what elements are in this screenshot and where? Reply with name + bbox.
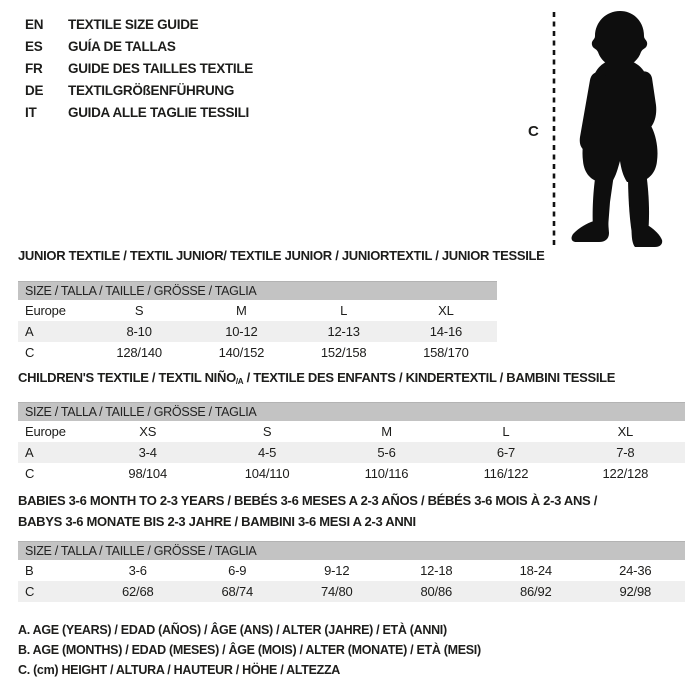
table-row-height-cm (18, 342, 497, 363)
age-cell: 7-8 (616, 445, 635, 460)
babies-size-table (18, 541, 685, 602)
age-cell: 5-6 (377, 445, 396, 460)
language-code: DE (25, 82, 44, 98)
language-title: GUIDE DES TAILLES TEXTILE (68, 60, 254, 76)
age-cell: 3-6 (128, 563, 147, 578)
height-cell: 62/68 (121, 584, 154, 599)
size-cell: L (502, 424, 510, 439)
table-row-age-years (18, 321, 497, 342)
age-cell: 10-12 (225, 324, 258, 339)
age-cell: 9-12 (324, 563, 350, 578)
language-row-en (25, 13, 253, 35)
junior-section-title: JUNIOR TEXTILE / TEXTIL JUNIOR/ TEXTILE JUNIOR / JUNIORTEXTIL / JUNIOR TESSILE (18, 248, 545, 263)
size-cell: L (340, 303, 348, 318)
height-cell: 128/140 (116, 345, 162, 360)
junior-size-table (18, 281, 497, 363)
children-size-table (18, 402, 685, 484)
measure-c-label: C (528, 123, 539, 140)
row-label: C (25, 466, 35, 481)
age-cell: 24-36 (619, 563, 652, 578)
size-cell: S (262, 424, 272, 439)
size-cell: XL (438, 303, 454, 318)
toddler-silhouette (572, 11, 663, 247)
age-cell: 4-5 (258, 445, 277, 460)
table-row-europe (18, 300, 497, 321)
table-row-age-years (18, 442, 685, 463)
language-title: GUÍA DE TALLAS (68, 38, 176, 54)
size-table-header: SIZE / TALLA / TAILLE / GRÖSSE / TAGLIA (18, 281, 497, 300)
row-label: B (25, 563, 34, 578)
age-cell: 6-7 (496, 445, 516, 460)
row-label: A (25, 324, 34, 339)
size-table-header: SIZE / TALLA / TAILLE / GRÖSSE / TAGLIA (18, 402, 685, 421)
legend-line-c: C. (cm) HEIGHT / ALTURA / HAUTEUR / HÖHE / ALTEZZA (18, 663, 341, 677)
measure-legend (18, 620, 481, 680)
language-row-es (25, 35, 253, 57)
language-code: ES (25, 38, 43, 54)
children-title-subscript: /A (235, 377, 244, 386)
row-label: Europe (25, 303, 66, 318)
size-cell: S (134, 303, 144, 318)
language-row-fr (25, 57, 253, 79)
age-cell: 18-24 (519, 563, 552, 578)
height-cell: 104/110 (244, 466, 290, 481)
height-cell: 158/170 (423, 345, 469, 360)
language-code: IT (25, 104, 37, 120)
height-measure-figure (520, 2, 700, 252)
table-row-height-cm (18, 581, 685, 602)
age-cell: 14-16 (429, 324, 462, 339)
language-title: GUIDA ALLE TAGLIE TESSILI (68, 104, 249, 120)
legend-line-b: B. AGE (MONTHS) / EDAD (MESES) / ÂGE (MOIS) / ALTER (MONATE) / ETÀ (MESI) (18, 643, 481, 657)
age-cell: 12-13 (327, 324, 360, 339)
height-cell: 110/116 (364, 466, 409, 481)
table-row-europe (18, 421, 685, 442)
height-cell: 152/158 (320, 345, 367, 360)
size-table-header: SIZE / TALLA / TAILLE / GRÖSSE / TAGLIA (18, 541, 685, 560)
age-cell: 12-18 (420, 563, 453, 578)
language-title-list (25, 13, 253, 123)
size-cell: XL (617, 424, 634, 439)
language-title: TEXTILGRÖßENFÜHRUNG (68, 82, 235, 98)
table-row-height-cm (18, 463, 685, 484)
language-code: FR (25, 60, 43, 76)
size-cell: M (236, 303, 247, 318)
babies-section-title-line2: BABYS 3-6 MONATE BIS 2-3 JAHRE / BAMBINI 3-6 MESI A 2-3 ANNI (18, 514, 416, 529)
age-cell: 8-10 (126, 324, 152, 339)
row-label: C (25, 584, 35, 599)
table-row-age-months (18, 560, 685, 581)
height-cell: 86/92 (519, 584, 552, 599)
height-cell: 116/122 (483, 466, 529, 481)
row-label: C (25, 345, 35, 360)
row-label: Europe (25, 424, 66, 439)
children-section-title (18, 370, 615, 386)
size-cell: M (381, 424, 392, 439)
toddler-silhouette-icon (548, 2, 700, 252)
language-row-it (25, 101, 253, 123)
height-cell: 98/104 (128, 466, 167, 481)
language-code: EN (25, 16, 44, 32)
row-label: A (25, 445, 34, 460)
children-title-post: / TEXTILE DES ENFANTS / KINDERTEXTIL / BAMBINI TESSILE (243, 370, 616, 385)
height-cell: 80/86 (420, 584, 453, 599)
height-cell: 140/152 (218, 345, 265, 360)
babies-section-title-line1: BABIES 3-6 MONTH TO 2-3 YEARS / BEBÉS 3-6 MESES A 2-3 AÑOS / BÉBÉS 3-6 MOIS À 2-3 ANS / (18, 493, 598, 508)
language-row-de (25, 79, 253, 101)
children-title-pre: CHILDREN'S TEXTILE / TEXTIL NIÑO (18, 370, 236, 385)
age-cell: 3-4 (138, 445, 157, 460)
height-cell: 74/80 (320, 584, 353, 599)
language-title: TEXTILE SIZE GUIDE (68, 16, 199, 32)
size-cell: XS (139, 424, 157, 439)
height-cell: 68/74 (221, 584, 254, 599)
height-cell: 92/98 (619, 584, 652, 599)
age-cell: 6-9 (228, 563, 247, 578)
height-cell: 122/128 (602, 466, 649, 481)
legend-line-a: A. AGE (YEARS) / EDAD (AÑOS) / ÂGE (ANS) / ALTER (JAHRE) / ETÀ (ANNI) (18, 623, 447, 637)
